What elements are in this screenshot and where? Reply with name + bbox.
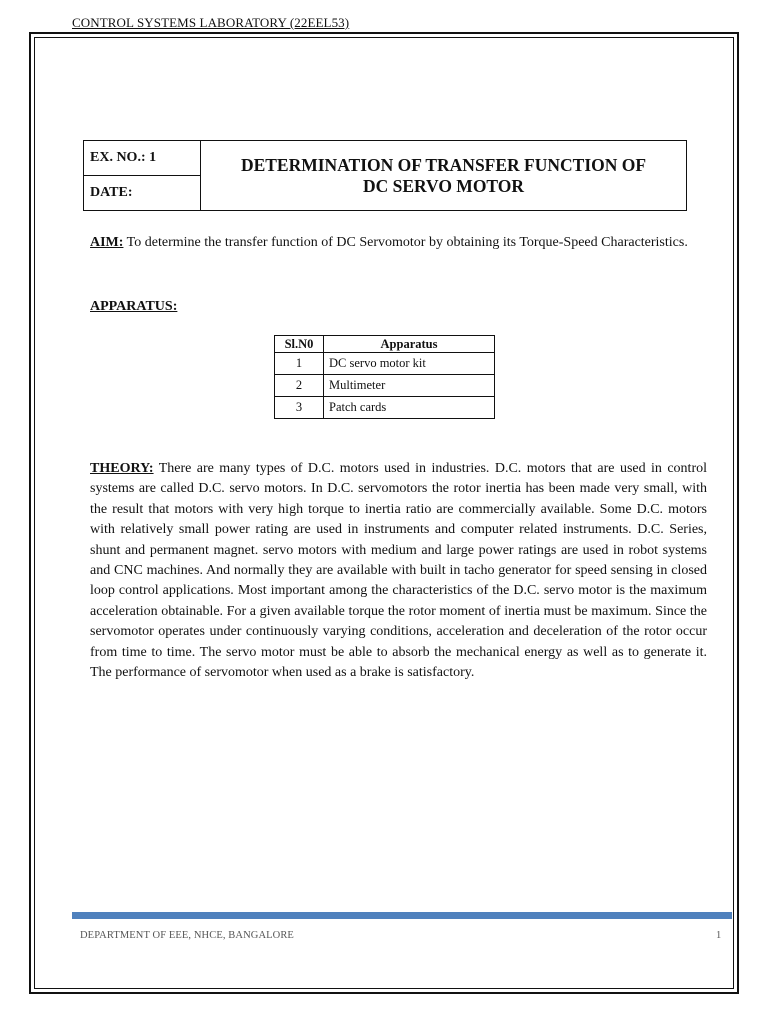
column-header-serial: Sl.N0 [275, 336, 324, 353]
footer-divider [72, 912, 732, 919]
aim-section [90, 229, 690, 256]
apparatus-table-header [275, 336, 495, 353]
page-number: 1 [716, 930, 722, 941]
apparatus-heading: APPARATUS: [90, 299, 178, 314]
table-row [275, 397, 495, 419]
cell-serial: 2 [275, 375, 324, 397]
cell-serial: 1 [275, 353, 324, 375]
column-header-apparatus: Apparatus [324, 336, 495, 353]
cell-apparatus: Patch cards [324, 397, 495, 419]
experiment-title-line-2: DC SERVO MOTOR [362, 175, 525, 196]
table-row [275, 353, 495, 375]
cell-apparatus: Multimeter [324, 375, 495, 397]
theory-text: There are many types of D.C. motors used in industries. D.C. motors that are used in control systems are called D.C. servo motors. In D.C. servomotors the rotor inertia has been made very small, with the result that motors with very high torque to inertia ratio are commercially available. Some D.C. motors with relatively small power rating are used in instruments and computer related instruments. D.C. Series, shunt and permanent magnet. servo motors with medium and large power ratings are used in robot systems and CNC machines. And normally they are available with built in tacho generator for speed sensing in closed loop control applications. Most important among the characteristics of the D.C. servo motor is the maximum acceleration obtainable. For a given available torque the rotor moment of inertia must be maximum. Since the servomotor operates under continuously varying conditions, acceleration and deceleration of the rotor occur from time to time. The servo motor must be able to absorb the mechanical energy as well as to generate it. The performance of servomotor when used as a brake is satisfactory. [90, 461, 707, 681]
footer-department: DEPARTMENT OF EEE, NHCE, BANGALORE [80, 930, 294, 941]
aim-label: AIM: [90, 235, 124, 250]
apparatus-table [274, 335, 495, 419]
running-header: CONTROL SYSTEMS LABORATORY (22EEL53) [72, 15, 350, 30]
cell-serial: 3 [275, 397, 324, 419]
experiment-number: EX. NO.: 1 [84, 141, 201, 176]
experiment-date: DATE: [84, 176, 201, 211]
aim-text: To determine the transfer function of DC Servomotor by obtaining its Torque-Speed Characteristics. [123, 235, 688, 250]
experiment-title-line-1: DETERMINATION OF TRANSFER FUNCTION OF [240, 154, 647, 175]
table-row [275, 375, 495, 397]
experiment-title-block [83, 140, 687, 211]
theory-section [90, 459, 707, 683]
theory-label: THEORY: [90, 461, 154, 476]
cell-apparatus: DC servo motor kit [324, 353, 495, 375]
experiment-title [201, 141, 687, 211]
